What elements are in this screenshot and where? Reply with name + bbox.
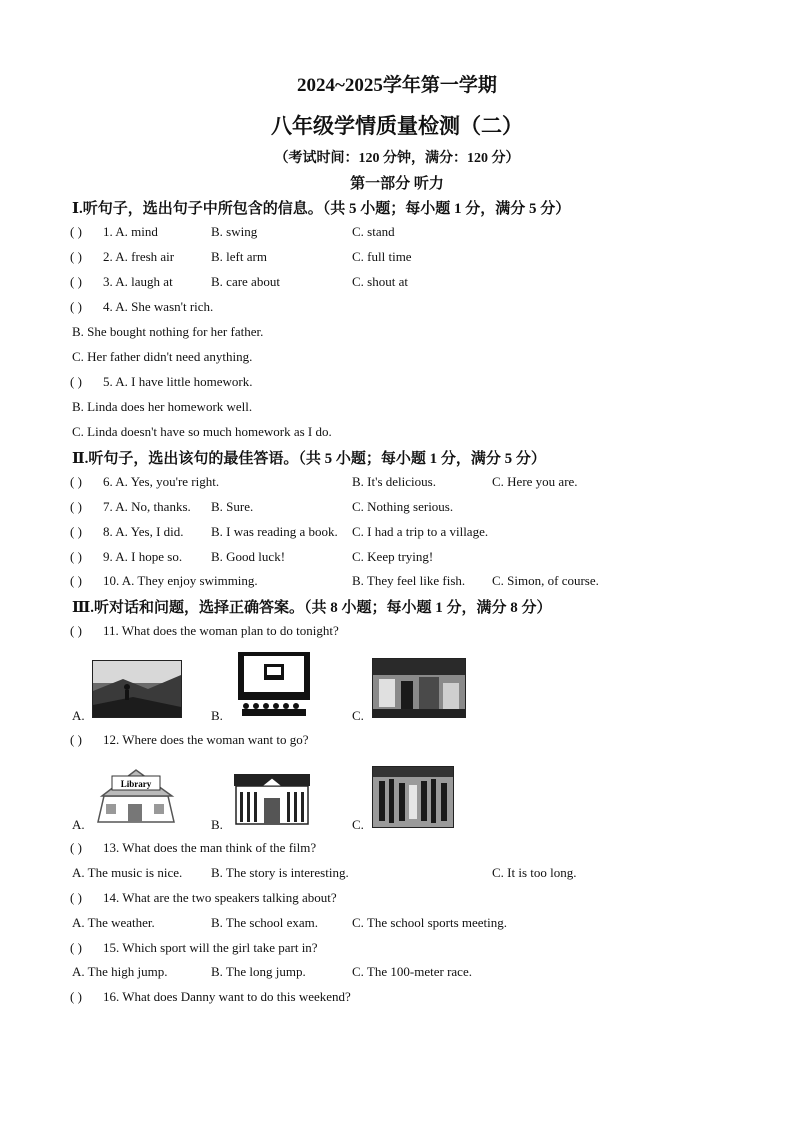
q12-picture-library [88, 756, 186, 826]
q13-option-b: B. The story is interesting. [211, 865, 349, 880]
q4-option-a: 4. A. She wasn't rich. [103, 299, 214, 314]
q12-label-a: A. [72, 817, 85, 832]
q3-option-c: C. shout at [352, 274, 408, 289]
answer-bracket: ( ) [70, 623, 82, 638]
q10-option-c: C. Simon, of course. [492, 573, 599, 588]
q12-picture-building [232, 772, 312, 826]
answer-bracket: ( ) [70, 299, 82, 314]
library-sign-text: Library [120, 779, 152, 789]
q8-option-c: C. I had a trip to a village. [352, 524, 489, 539]
section-3-heading: Ⅲ.听对话和问题，选择正确答案。（共 8 小题；每小题 1 分，满分 8 分） [72, 600, 552, 616]
q1-option-b: B. swing [211, 224, 258, 239]
q11-label-c: C. [352, 708, 364, 723]
q12-label-c: C. [352, 817, 364, 832]
q11-picture-hiking [92, 660, 182, 718]
q4-option-b: B. She bought nothing for her father. [72, 324, 264, 339]
answer-bracket: ( ) [70, 374, 82, 389]
q5-option-a: 5. A. I have little homework. [103, 374, 253, 389]
q16-stem: 16. What does Danny want to do this weekend? [103, 989, 351, 1004]
q11-label-b: B. [211, 708, 223, 723]
answer-bracket: ( ) [70, 573, 82, 588]
q6-option-c: C. Here you are. [492, 474, 578, 489]
answer-bracket: ( ) [70, 224, 82, 239]
q14-option-a: A. The weather. [72, 915, 155, 930]
q12-picture-clothes-store [372, 766, 454, 828]
q10-option-a: 10. A. They enjoy swimming. [103, 573, 258, 588]
answer-bracket: ( ) [70, 499, 82, 514]
answer-bracket: ( ) [70, 989, 82, 1004]
q11-picture-shop [372, 658, 466, 718]
q12-label-b: B. [211, 817, 223, 832]
exam-info: （考试时间：120 分钟，满分：120 分） [274, 151, 520, 166]
q9-option-c: C. Keep trying! [352, 549, 434, 564]
answer-bracket: ( ) [70, 249, 82, 264]
q3-option-a: 3. A. laugh at [103, 274, 173, 289]
section-2-heading: Ⅱ.听句子，选出该句的最佳答语。（共 5 小题；每小题 1 分，满分 5 分） [72, 451, 546, 467]
q3-option-b: B. care about [211, 274, 280, 289]
q13-stem: 13. What does the man think of the film? [103, 840, 317, 855]
q11-label-a: A. [72, 708, 85, 723]
q15-option-a: A. The high jump. [72, 964, 168, 979]
answer-bracket: ( ) [70, 274, 82, 289]
q2-option-c: C. full time [352, 249, 412, 264]
q13-option-c: C. It is too long. [492, 865, 577, 880]
section-1-heading: Ⅰ.听句子，选出句子中所包含的信息。（共 5 小题；每小题 1 分，满分 5 分） [72, 201, 571, 217]
q15-stem: 15. Which sport will the girl take part in? [103, 940, 318, 955]
exam-term: 2024~2025学年第一学期 [297, 75, 497, 96]
q1-option-c: C. stand [352, 224, 395, 239]
q12-stem: 12. Where does the woman want to go? [103, 732, 309, 747]
q8-option-b: B. I was reading a book. [211, 524, 338, 539]
q6-option-a: 6. A. Yes, you're right. [103, 474, 220, 489]
q13-option-a: A. The music is nice. [72, 865, 183, 880]
answer-bracket: ( ) [70, 474, 82, 489]
q5-option-b: B. Linda does her homework well. [72, 399, 253, 414]
answer-bracket: ( ) [70, 549, 82, 564]
q11-picture-cinema [236, 650, 312, 718]
part-title: 第一部分 听力 [350, 176, 444, 192]
q6-option-b: B. It's delicious. [352, 474, 436, 489]
answer-bracket: ( ) [70, 940, 82, 955]
q14-stem: 14. What are the two speakers talking about? [103, 890, 337, 905]
answer-bracket: ( ) [70, 840, 82, 855]
q8-option-a: 8. A. Yes, I did. [103, 524, 184, 539]
q5-option-c: C. Linda doesn't have so much homework as I do. [72, 424, 332, 439]
q2-option-b: B. left arm [211, 249, 267, 264]
answer-bracket: ( ) [70, 732, 82, 747]
q7-option-c: C. Nothing serious. [352, 499, 454, 514]
answer-bracket: ( ) [70, 890, 82, 905]
q9-option-b: B. Good luck! [211, 549, 286, 564]
q7-option-b: B. Sure. [211, 499, 254, 514]
q1-option-a: 1. A. mind [103, 224, 158, 239]
q7-option-a: 7. A. No, thanks. [103, 499, 191, 514]
q11-stem: 11. What does the woman plan to do tonight? [103, 623, 339, 638]
q4-option-c: C. Her father didn't need anything. [72, 349, 253, 364]
q15-option-c: C. The 100-meter race. [352, 964, 472, 979]
q9-option-a: 9. A. I hope so. [103, 549, 183, 564]
q14-option-c: C. The school sports meeting. [352, 915, 508, 930]
q2-option-a: 2. A. fresh air [103, 249, 175, 264]
q14-option-b: B. The school exam. [211, 915, 318, 930]
answer-bracket: ( ) [70, 524, 82, 539]
q15-option-b: B. The long jump. [211, 964, 306, 979]
exam-title: 八年级学情质量检测（二） [271, 114, 523, 138]
q10-option-b: B. They feel like fish. [352, 573, 466, 588]
